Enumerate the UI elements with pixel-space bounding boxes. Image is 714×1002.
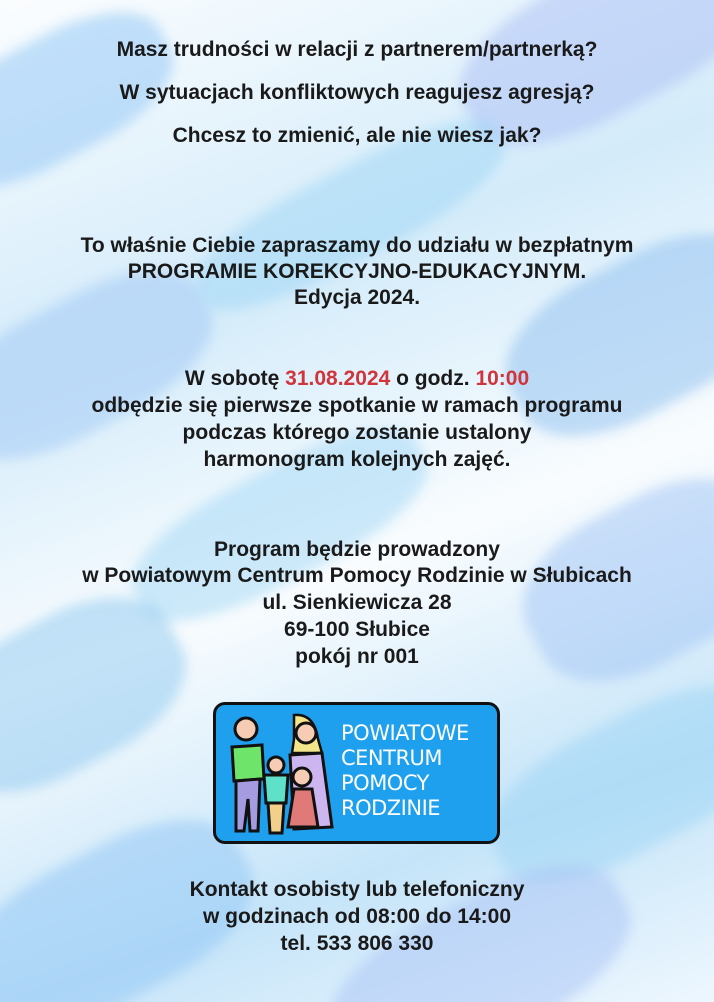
intro-question-2: W sytuacjach konfliktowych reagujesz agresją? <box>119 81 595 104</box>
logo-text-line: RODZINIE <box>341 796 441 820</box>
meeting-date: 31.08.2024 <box>285 367 391 390</box>
location-institution: w Powiatowym Centrum Pomocy Rodzinie w Słubicach <box>82 564 632 587</box>
meeting-line-3: podczas którego zostanie ustalony <box>182 421 532 444</box>
location-street: ul. Sienkiewicza 28 <box>262 591 452 614</box>
family-icon <box>222 709 340 841</box>
intro-question-1: Masz trudności w relacji z partnerem/partnerką? <box>116 38 598 61</box>
meeting-prefix: W sobotę <box>184 367 286 390</box>
logo-text-line: POMOCY <box>341 771 429 795</box>
meeting-line-1 <box>0 366 714 392</box>
contact-hours: w godzinach od 08:00 do 14:00 <box>202 905 512 928</box>
intro-question-3: Chcesz to zmienić, ale nie wiesz jak? <box>172 124 542 147</box>
meeting-line-4: harmonogram kolejnych zajęć. <box>203 448 511 471</box>
invitation-edition: Edycja 2024. <box>293 286 421 309</box>
invitation-program-name: PROGRAMIE KOREKCYJNO-EDUKACYJNYM. <box>127 260 587 283</box>
contact-line-1: Kontakt osobisty lub telefoniczny <box>189 878 525 901</box>
logo-text <box>341 721 469 821</box>
meeting-middle: o godz. <box>390 367 476 390</box>
meeting-time: 10:00 <box>475 367 530 390</box>
location-city: 69-100 Słubice <box>284 618 430 641</box>
contact-phone: tel. 533 806 330 <box>280 932 434 955</box>
location-line-1: Program będzie prowadzony <box>214 538 500 561</box>
logo-text-line: CENTRUM <box>341 746 443 770</box>
meeting-line-2: odbędzie się pierwsze spotkanie w ramach programu <box>91 394 623 417</box>
invitation-line-1: To właśnie Ciebie zapraszamy do udziału w bezpłatnym <box>80 234 634 257</box>
location-room: pokój nr 001 <box>295 645 419 668</box>
logo-text-line: POWIATOWE <box>341 721 469 745</box>
pcpr-logo <box>213 702 500 844</box>
